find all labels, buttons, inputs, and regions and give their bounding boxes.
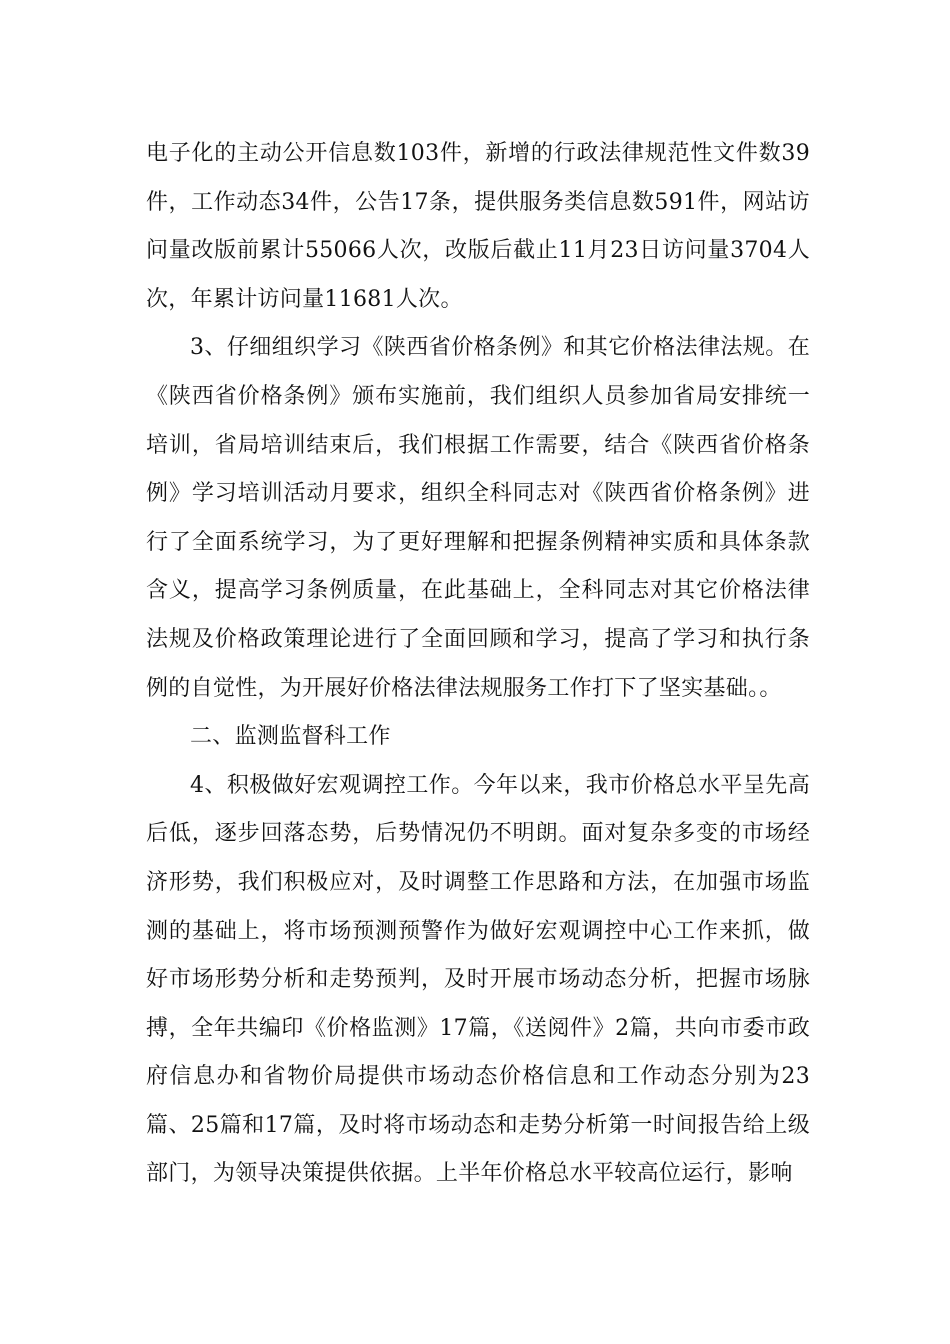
paragraph-info-disclosure-stats: 电子化的主动公开信息数103件，新增的行政法律规范性文件数39件，工作动态34件，公告17条，提供服务类信息数591件，网站访问量改版前累计55066人次，改版后截止11月23日访问量3704人次，年累计访问量11681人次。 <box>146 141 810 312</box>
paragraph-price-regulation-study: 3、仔细组织学习《陕西省价格条例》和其它价格法律法规。在《陕西省价格条例》颁布实施前，我们组织人员参加省局安排统一培训，省局培训结束后，我们根据工作需要，结合《陕西省价格条例》学习培训活动月要求，组织全科同志对《陕西省价格条例》进行了全面系统学习，为了更好理解和把握条例精神实质和具体条款含义，提高学习条例质量，在此基础上，全科同志对其它价格法律法规及价格政策理论进行了全面回顾和学习，提高了学习和执行条例的自觉性，为开展好价格法律法规服务工作打下了坚实基础。。 <box>146 335 810 701</box>
document-body <box>146 130 810 1199</box>
section-heading-monitoring-supervision: 二、监测监督科工作 <box>190 724 391 750</box>
paragraph-macro-control-work: 4、积极做好宏观调控工作。今年以来，我市价格总水平呈先高后低，逐步回落态势，后势情况仍不明朗。面对复杂多变的市场经济形势，我们积极应对，及时调整工作思路和方法，在加强市场监测的基础上，将市场预测预警作为做好宏观调控中心工作来抓，做好市场形势分析和走势预判，及时开展市场动态分析，把握市场脉搏，全年共编印《价格监测》17篇，《送阅件》2篇，共向市委市政府信息办和省物价局提供市场动态价格信息和工作动态分别为23篇、25篇和17篇，及时将市场动态和走势分析第一时间报告给上级部门，为领导决策提供依据。上半年价格总水平较高位运行，影响 <box>146 772 810 1187</box>
